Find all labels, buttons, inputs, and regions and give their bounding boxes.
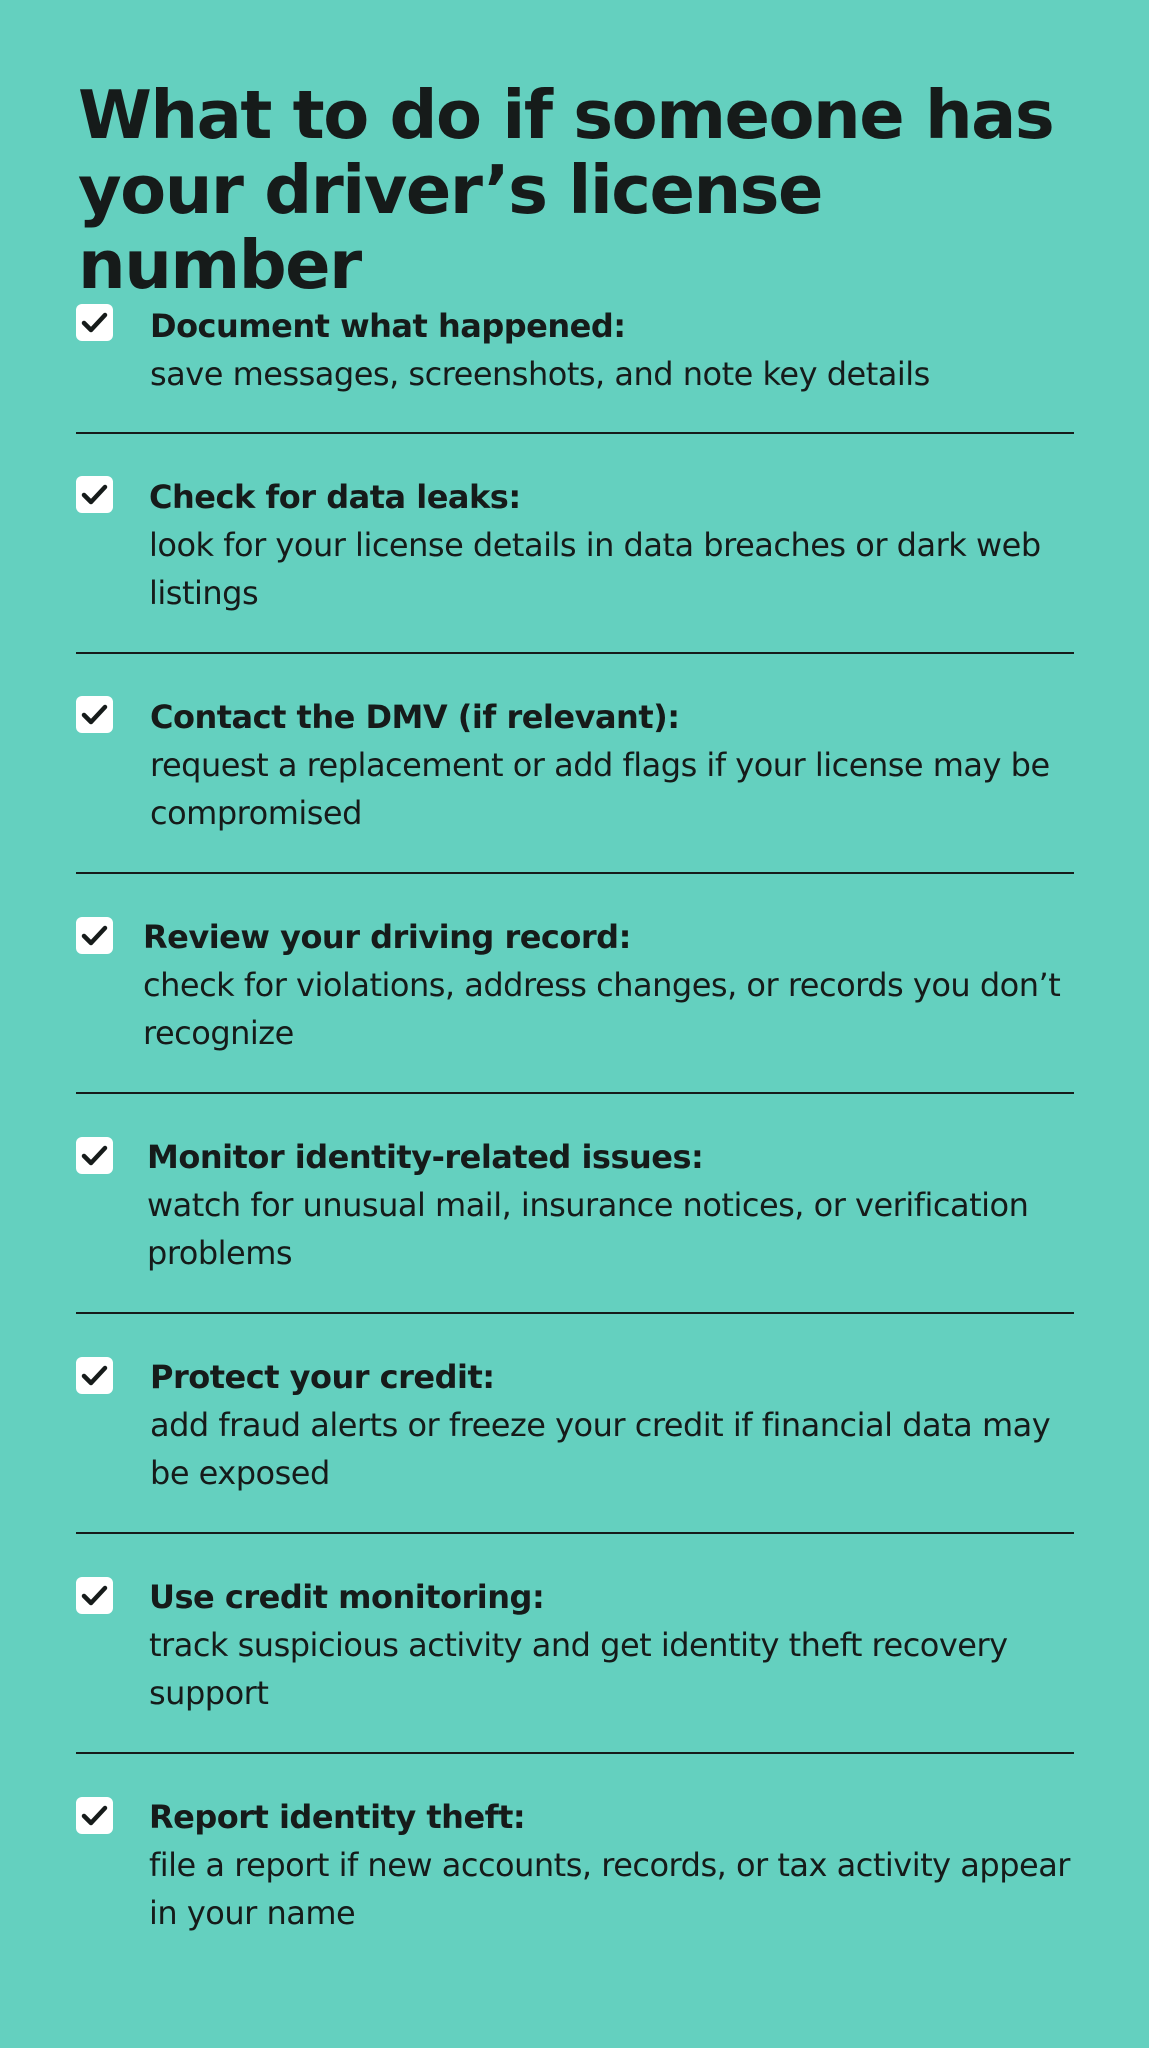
divider (76, 1312, 1074, 1314)
divider (76, 1532, 1074, 1534)
page-title: What to do if someone has your driver’s license number (78, 76, 1054, 304)
checkmark-icon (76, 917, 113, 954)
divider (76, 652, 1074, 654)
divider (76, 1092, 1074, 1094)
checkmark-icon (76, 1797, 113, 1834)
checkmark-icon (76, 476, 113, 513)
item-description: save messages, screenshots, and note key details (150, 355, 930, 393)
item-heading: Report identity theft: (149, 1798, 526, 1836)
checkmark-icon (76, 304, 113, 341)
item-description: track suspicious activity and get identity theft recovery support (149, 1626, 1008, 1712)
item-description: request a replacement or add flags if your license may be compromised (150, 746, 1050, 832)
checkmark-icon (76, 1137, 113, 1174)
item-heading: Document what happened: (150, 307, 626, 345)
divider (76, 1752, 1074, 1754)
item-description: check for violations, address changes, or records you don’t recognize (143, 966, 1061, 1052)
item-heading: Protect your credit: (150, 1358, 495, 1396)
divider (76, 432, 1074, 434)
item-description: file a report if new accounts, records, or tax activity appear in your name (149, 1846, 1070, 1932)
item-description: look for your license details in data breaches or dark web listings (149, 526, 1041, 612)
item-heading: Check for data leaks: (149, 478, 521, 516)
item-description: watch for unusual mail, insurance notices, or verification problems (147, 1186, 1029, 1272)
item-heading: Use credit monitoring: (149, 1578, 545, 1616)
checkmark-icon (76, 1577, 113, 1614)
divider (76, 872, 1074, 874)
item-description: add fraud alerts or freeze your credit if financial data may be exposed (150, 1406, 1051, 1492)
checkmark-icon (76, 696, 113, 733)
item-heading: Review your driving record: (143, 918, 631, 956)
item-heading: Monitor identity-related issues: (147, 1138, 704, 1176)
checkmark-icon (76, 1357, 113, 1394)
item-heading: Contact the DMV (if relevant): (150, 698, 680, 736)
